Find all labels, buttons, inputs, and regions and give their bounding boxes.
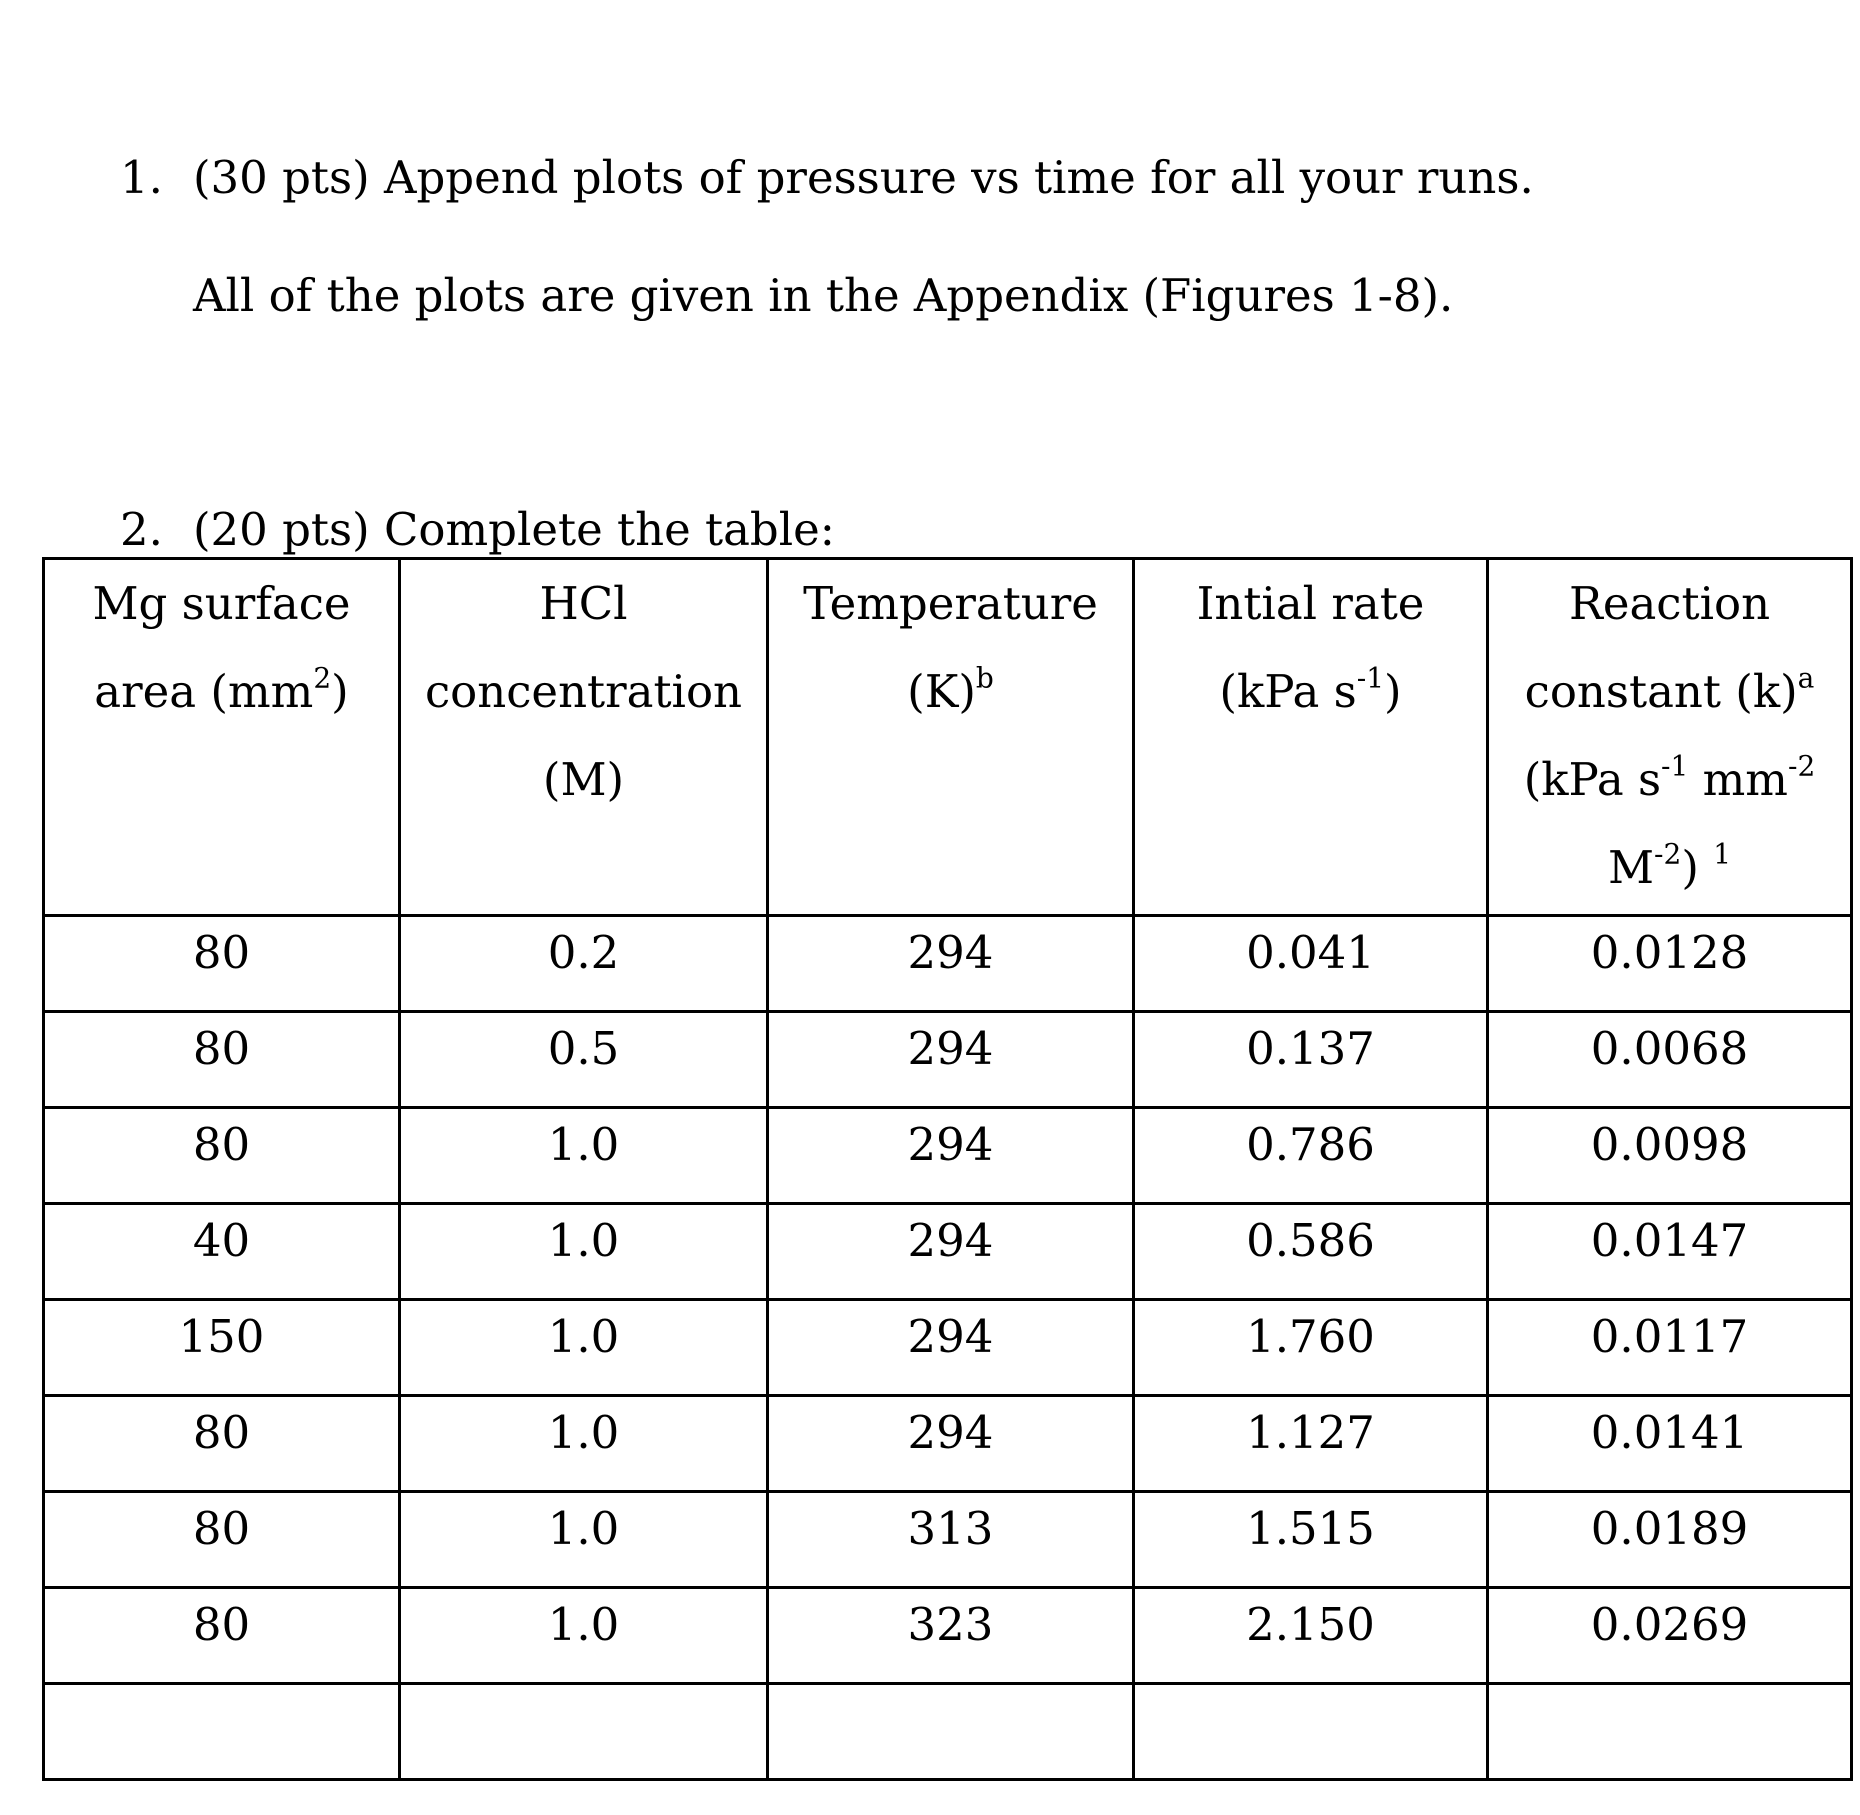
header-text: Reaction	[1568, 577, 1771, 630]
header-text: (M)	[542, 753, 625, 806]
cell-reaction-constant: 0.0147	[1488, 1204, 1852, 1300]
table-row	[44, 1300, 1852, 1396]
cell-hcl-concentration: 1.0	[400, 1396, 768, 1492]
cell-initial-rate: 0.041	[1134, 916, 1488, 1012]
header-text: (kPa s	[1523, 753, 1662, 806]
table-row	[44, 1396, 1852, 1492]
cell-temperature: 294	[768, 1396, 1134, 1492]
header-text: HCl	[539, 577, 628, 630]
header-text: (K)	[907, 665, 976, 718]
header-text: mm	[1688, 753, 1788, 806]
cell-initial-rate: 0.586	[1134, 1204, 1488, 1300]
header-superscript: -2	[1654, 837, 1682, 871]
cell-reaction-constant: 0.0189	[1488, 1492, 1852, 1588]
cell-reaction-constant: 0.0141	[1488, 1396, 1852, 1492]
header-text: )	[1681, 841, 1714, 894]
cell-reaction-constant: 0.0128	[1488, 916, 1852, 1012]
table-row	[44, 1588, 1852, 1684]
cell-mg-surface-area: 80	[44, 1588, 400, 1684]
header-text: constant (k)	[1524, 665, 1798, 718]
cell-initial-rate: 1.760	[1134, 1300, 1488, 1396]
cell-hcl-concentration: 1.0	[400, 1588, 768, 1684]
header-text: (kPa s	[1219, 665, 1357, 718]
cell-mg-surface-area: 80	[44, 916, 400, 1012]
header-text: )	[331, 665, 349, 718]
cell-initial-rate	[1134, 1684, 1488, 1780]
cell-initial-rate: 0.137	[1134, 1012, 1488, 1108]
header-superscript: 2	[313, 661, 332, 695]
table-row-empty	[44, 1684, 1852, 1780]
header-temperature	[768, 559, 1134, 916]
table-row	[44, 1492, 1852, 1588]
header-text: concentration	[424, 665, 743, 718]
header-superscript: -2	[1787, 749, 1816, 783]
cell-hcl-concentration: 0.5	[400, 1012, 768, 1108]
cell-reaction-constant: 0.0068	[1488, 1012, 1852, 1108]
results-table	[42, 557, 1853, 1781]
header-reaction-constant	[1488, 559, 1852, 916]
header-text: area (mm	[94, 665, 314, 718]
cell-initial-rate: 1.515	[1134, 1492, 1488, 1588]
cell-hcl-concentration: 1.0	[400, 1492, 768, 1588]
table-header-row	[44, 559, 1852, 916]
header-hcl-concentration	[400, 559, 768, 916]
cell-temperature	[768, 1684, 1134, 1780]
cell-reaction-constant: 0.0117	[1488, 1300, 1852, 1396]
header-text: Mg surface	[92, 577, 351, 630]
cell-temperature: 294	[768, 1300, 1134, 1396]
cell-reaction-constant: 0.0269	[1488, 1588, 1852, 1684]
table-row	[44, 1012, 1852, 1108]
header-superscript: b	[975, 661, 994, 695]
cell-hcl-concentration: 0.2	[400, 916, 768, 1012]
header-superscript: a	[1797, 661, 1815, 695]
cell-temperature: 323	[768, 1588, 1134, 1684]
cell-mg-surface-area: 40	[44, 1204, 400, 1300]
cell-mg-surface-area: 80	[44, 1492, 400, 1588]
cell-mg-surface-area: 80	[44, 1396, 400, 1492]
cell-temperature: 294	[768, 916, 1134, 1012]
cell-temperature: 313	[768, 1492, 1134, 1588]
table-row	[44, 916, 1852, 1012]
header-text: M	[1607, 841, 1655, 894]
cell-mg-surface-area: 80	[44, 1012, 400, 1108]
cell-temperature: 294	[768, 1204, 1134, 1300]
cell-hcl-concentration	[400, 1684, 768, 1780]
cell-mg-surface-area: 80	[44, 1108, 400, 1204]
cell-initial-rate: 2.150	[1134, 1588, 1488, 1684]
header-text: Intial rate	[1196, 577, 1425, 630]
header-initial-rate	[1134, 559, 1488, 916]
cell-initial-rate: 1.127	[1134, 1396, 1488, 1492]
question-1-answer: All of the plots are given in the Appendix (Figures 1-8).	[193, 269, 1454, 322]
cell-temperature: 294	[768, 1012, 1134, 1108]
question-1-prompt: (30 pts) Append plots of pressure vs time for all your runs.	[193, 151, 1534, 204]
header-superscript: -1	[1661, 749, 1689, 783]
cell-hcl-concentration: 1.0	[400, 1300, 768, 1396]
header-text: Temperature	[803, 577, 1098, 630]
header-superscript: 1	[1713, 837, 1732, 871]
question-2-prompt: (20 pts) Complete the table:	[193, 503, 835, 556]
question-2-number: 2.	[120, 503, 163, 556]
cell-initial-rate: 0.786	[1134, 1108, 1488, 1204]
cell-hcl-concentration: 1.0	[400, 1204, 768, 1300]
table-row	[44, 1204, 1852, 1300]
header-text: )	[1384, 665, 1402, 718]
table-row	[44, 1108, 1852, 1204]
cell-reaction-constant: 0.0098	[1488, 1108, 1852, 1204]
header-superscript: -1	[1356, 661, 1385, 695]
question-1-number: 1.	[120, 151, 163, 204]
cell-mg-surface-area	[44, 1684, 400, 1780]
cell-temperature: 294	[768, 1108, 1134, 1204]
cell-mg-surface-area: 150	[44, 1300, 400, 1396]
cell-reaction-constant	[1488, 1684, 1852, 1780]
header-mg-surface-area	[44, 559, 400, 916]
cell-hcl-concentration: 1.0	[400, 1108, 768, 1204]
